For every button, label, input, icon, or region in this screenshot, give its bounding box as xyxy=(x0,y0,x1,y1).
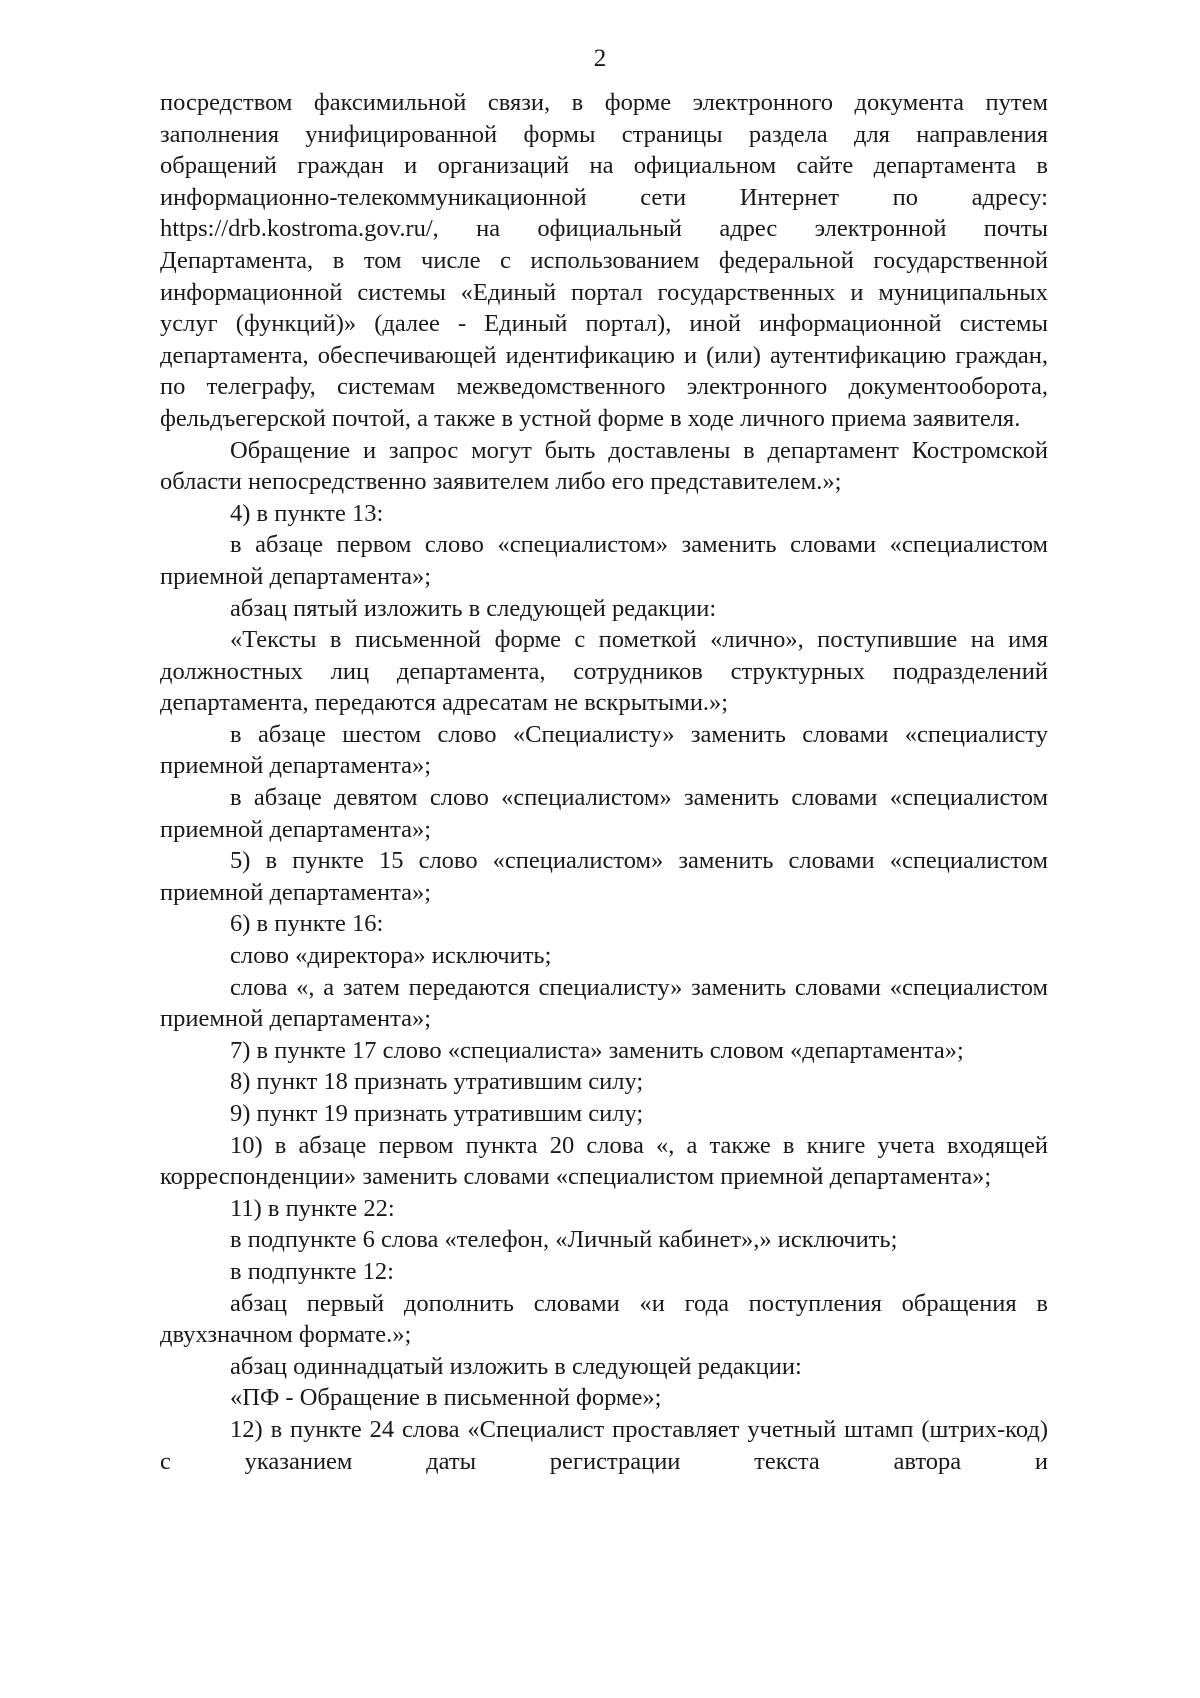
paragraph: слово «директора» исключить; xyxy=(230,942,552,970)
paragraph: в подпункте 12: xyxy=(230,1257,394,1285)
paragraph: посредством факсимильной связи, в форме электронного документа путем заполнения унифицированной формы страницы раздела для направления обращений граждан и организаций на официальном сайте департамента в информационно-телекоммуникационной сети Интернет по адресу: https://drb.kostroma.gov.ru/, на официальный адрес электронной почты Департамента, в том числе с использованием федеральной государственной информационной системы «Единый портал государственных и муниципальных услуг (функций)» (далее - Единый портал), иной информационной системы департамента, обеспечивающей идентификацию и (или) аутентификацию граждан, по телеграфу, системам межведомственного электронного документооборота, фельдъегерской почтой, а также в устной форме в ходе личного приема заявителя. xyxy=(160,89,1048,432)
paragraph: 10) в абзаце первом пункта 20 слова «, а также в книге учета входящей корреспонденции» заменить словами «специалистом приемной департамента»; xyxy=(160,1131,1048,1191)
paragraph: абзац пятый изложить в следующей редакции: xyxy=(230,594,717,622)
paragraph: «Тексты в письменной форме с пометкой «лично», поступившие на имя должностных лиц департамента, сотрудников структурных подразделений департамента, передаются адресатам не вскрытыми.»; xyxy=(160,626,1048,717)
paragraph: абзац одиннадцатый изложить в следующей редакции: xyxy=(230,1352,802,1380)
document-body xyxy=(160,87,1048,1477)
paragraph: «ПФ - Обращение в письменной форме»; xyxy=(230,1384,662,1412)
paragraph: 5) в пункте 15 слово «специалистом» заменить словами «специалистом приемной департамента»; xyxy=(160,847,1048,906)
page-number: 2 xyxy=(593,45,607,72)
paragraph: 4) в пункте 13: xyxy=(230,499,384,527)
paragraph: в подпункте 6 слова «телефон, «Личный кабинет»,» исключить; xyxy=(230,1226,898,1254)
paragraph: 8) пункт 18 признать утратившим силу; xyxy=(230,1068,644,1096)
paragraph: в абзаце шестом слово «Специалисту» заменить словами «специалисту приемной департамента»; xyxy=(160,720,1048,780)
paragraph: Обращение и запрос могут быть доставлены в департамент Костромской области непосредственно заявителем либо его представителем.»; xyxy=(160,436,1048,496)
paragraph: 6) в пункте 16: xyxy=(230,910,384,938)
paragraph: 12) в пункте 24 слова «Специалист проставляет учетный штамп (штрих-код) с указанием даты регистрации текста автора и xyxy=(160,1415,1048,1475)
paragraph: в абзаце девятом слово «специалистом» заменить словами «специалистом приемной департамента»; xyxy=(160,784,1048,843)
paragraph: 7) в пункте 17 слово «специалиста» заменить словом «департамента»; xyxy=(230,1036,964,1064)
paragraph: 9) пункт 19 признать утратившим силу; xyxy=(230,1100,644,1127)
paragraph: в абзаце первом слово «специалистом» заменить словами «специалистом приемной департамента»; xyxy=(160,531,1048,590)
paragraph: 11) в пункте 22: xyxy=(230,1194,395,1222)
paragraph: абзац первый дополнить словами «и года поступления обращения в двухзначном формате.»; xyxy=(160,1289,1048,1349)
paragraph: слова «, а затем передаются специалисту» заменить словами «специалистом приемной департамента»; xyxy=(160,973,1048,1033)
